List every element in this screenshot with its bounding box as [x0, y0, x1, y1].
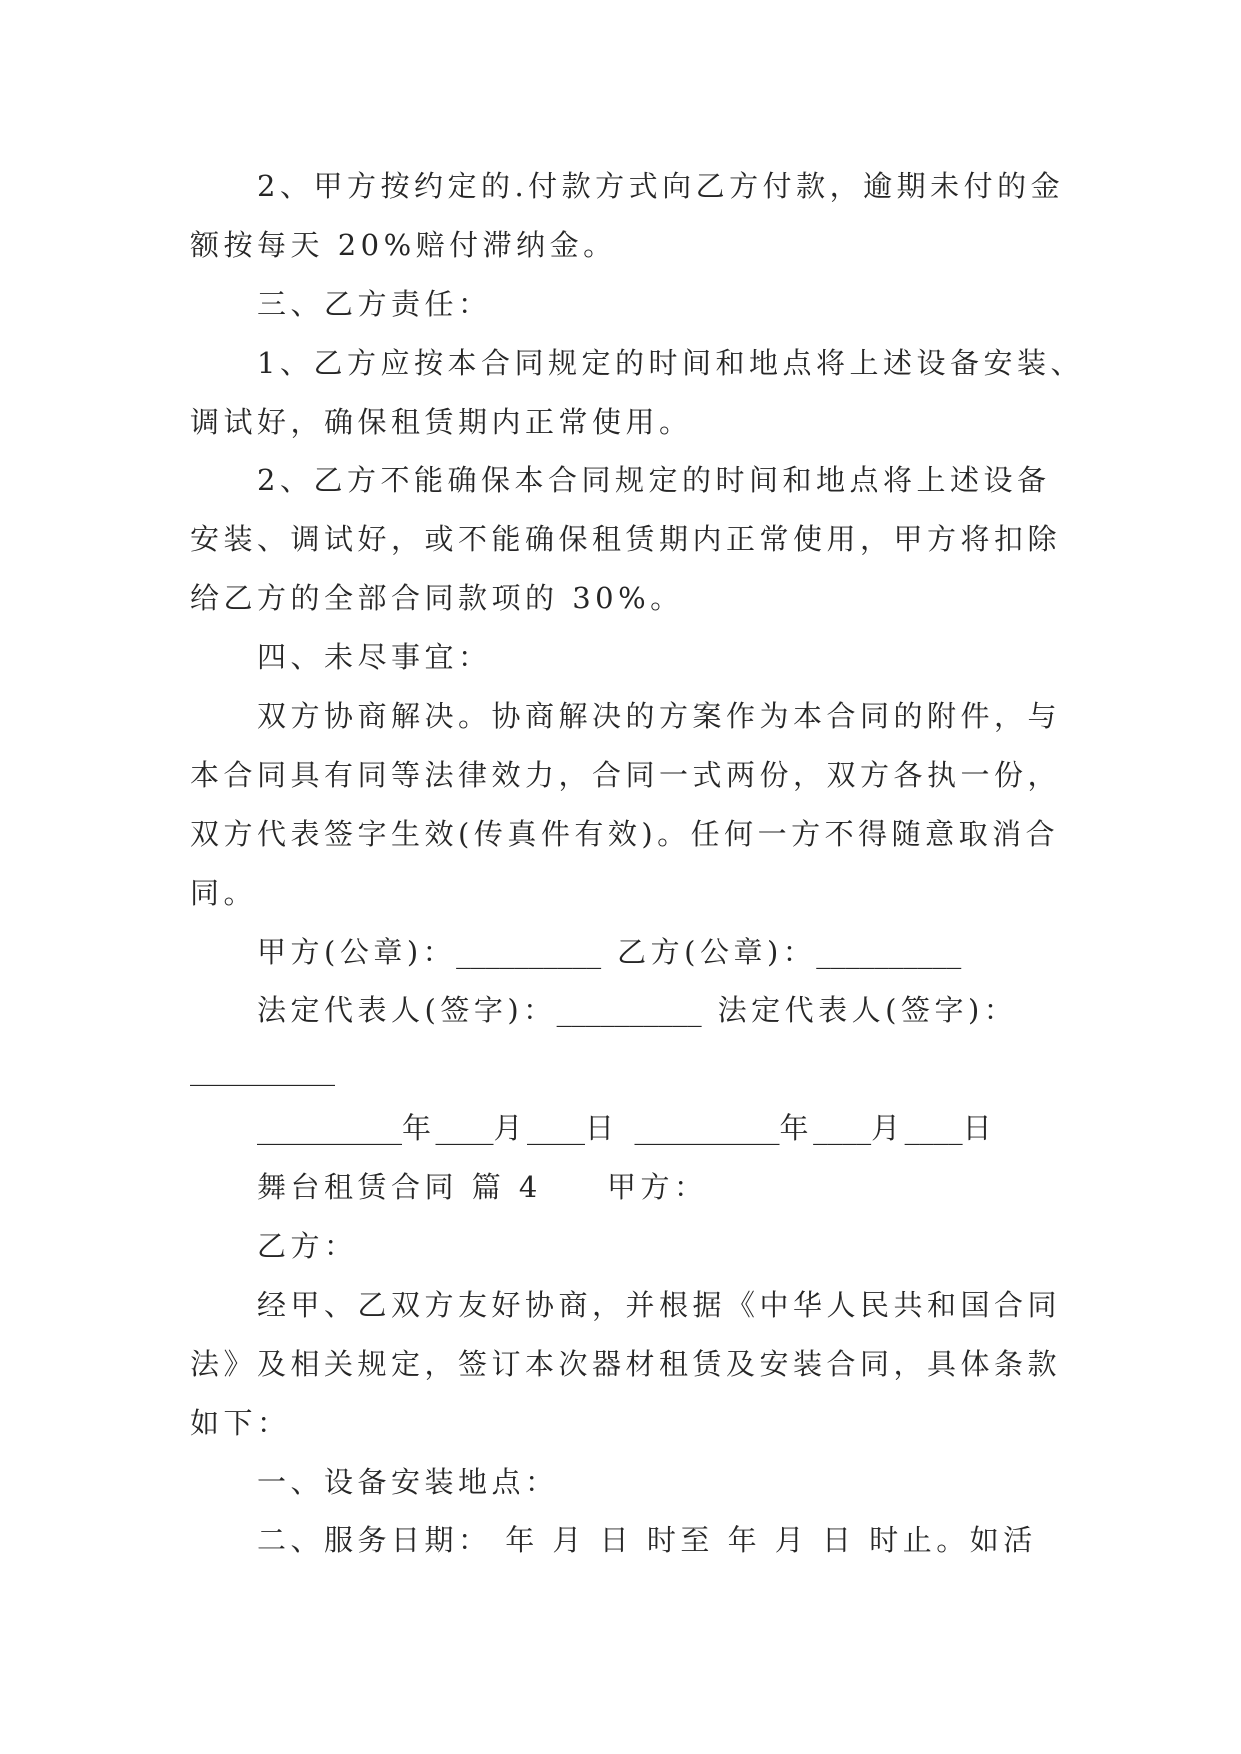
date-b-year: 年 — [779, 1111, 814, 1146]
party-a-seal-label: 甲方(公章)： — [257, 934, 457, 969]
duty-clause-2-line-1: 2、乙方不能确保本合同规定的时间和地点将上述设备 — [257, 463, 1051, 498]
date-a-day-blank: ____ — [527, 1111, 586, 1146]
date-a-month-blank: ____ — [435, 1111, 494, 1146]
other-matters-line-1: 双方协商解决。协商解决的方案作为本合同的附件，与 — [257, 699, 1062, 734]
party-b-rep-label: 法定代表人(签字)： — [717, 993, 1018, 1028]
seal-line — [190, 923, 1090, 982]
date-b-year-blank: __________ — [634, 1111, 780, 1146]
date-line — [190, 1099, 1090, 1158]
contract-4-party-a: 甲方： — [607, 1170, 708, 1205]
date-b-day-blank: ____ — [904, 1111, 963, 1146]
party-b-rep-blank: __________ — [190, 1052, 335, 1087]
party-a-rep-label: 法定代表人(签字)： — [257, 993, 557, 1028]
contract-4-service-dates: 二、服务日期： 年 月 日 时至 年 月 日 时止。如活 — [257, 1523, 1037, 1558]
payment-clause-line-2: 额按每天 20%赔付滞纳金。 — [190, 227, 617, 262]
contract-4-party-b: 乙方： — [257, 1229, 358, 1264]
contract-4-heading: 舞台租赁合同 篇 4 — [257, 1170, 542, 1205]
duty-clause-2-line-3: 给乙方的全部合同款项的 30%。 — [190, 581, 684, 616]
duty-clause-2-line-2: 安装、调试好，或不能确保租赁期内正常使用，甲方将扣除 — [190, 522, 1062, 557]
date-a-day: 日 — [585, 1111, 619, 1146]
contract-4-installation-site: 一、设备安装地点： — [257, 1464, 559, 1499]
party-a-seal-blank: __________ — [456, 934, 602, 969]
date-a-year-blank: __________ — [257, 1111, 402, 1146]
party-b-seal-label: 乙方(公章)： — [617, 934, 817, 969]
contract-4-preamble-line-1: 经甲、乙双方友好协商，并根据《中华人民共和国合同 — [257, 1287, 1062, 1322]
payment-clause-line-1: 2、甲方按约定的.付款方式向乙方付款，逾期未付的金 — [257, 169, 1065, 203]
section-heading-party-b-duty: 三、乙方责任： — [257, 286, 492, 321]
contract-4-preamble-line-3: 如下： — [190, 1405, 291, 1440]
section-heading-other-matters: 四、未尽事宜： — [257, 640, 492, 675]
contract-4-preamble-line-2: 法》及相关规定，签订本次器材租赁及安装合同，具体条款 — [190, 1346, 1062, 1381]
date-b-month-blank: ____ — [813, 1111, 872, 1146]
representative-blank-line — [190, 1040, 1090, 1099]
duty-clause-1-line-2: 调试好，确保租赁期内正常使用。 — [190, 404, 693, 439]
duty-clause-1-line-1: 1、乙方应按本合同规定的时间和地点将上述设备安装、 — [257, 345, 1084, 380]
date-a-month: 月 — [493, 1111, 528, 1146]
date-b-day: 日 — [962, 1111, 997, 1146]
contract-4-heading-line — [190, 1158, 1090, 1217]
other-matters-line-2: 本合同具有同等法律效力，合同一式两份，双方各执一份， — [190, 757, 1062, 792]
other-matters-line-4: 同。 — [190, 875, 258, 910]
other-matters-line-3: 双方代表签字生效(传真件有效)。任何一方不得随意取消合 — [190, 816, 1060, 851]
representative-line — [190, 981, 1090, 1040]
party-a-rep-blank: __________ — [556, 993, 702, 1028]
date-a-year: 年 — [402, 1111, 436, 1146]
party-b-seal-blank: __________ — [816, 934, 962, 969]
document-page — [190, 157, 1090, 1570]
date-b-month: 月 — [871, 1111, 905, 1146]
